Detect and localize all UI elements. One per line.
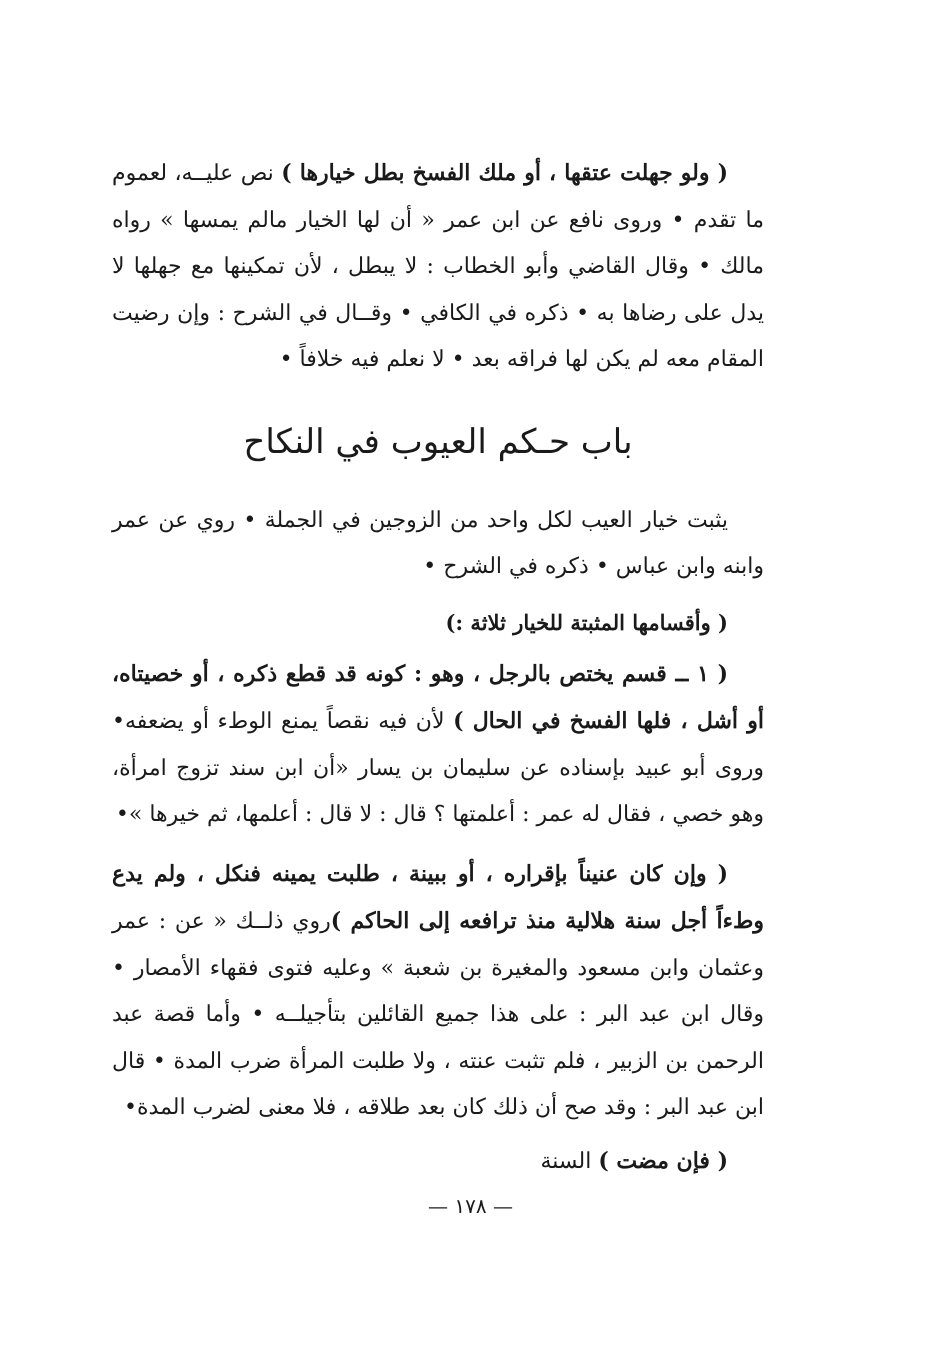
- paragraph-3-text: لأن فيه نقصاً يمنع الوطء أو يضعفه• وروى أبو عبيد بإسناده عن سليمان بن يسار «أن ابن سند تزوج امرأة، وهو خصي ، فقال له عمر : أعلمتها ؟ قال : لا قال : أعلمها، ثم خيرها »•: [112, 709, 764, 827]
- paragraph-4: [112, 851, 764, 1132]
- paragraph-4-text: روي ذلــك « عن : عمر وعثمان وابن مسعود والمغيرة بن شعبة » وعليه فتوى فقهاء الأمصار • وقال ابن عبد البر : على هذا جميع القائلين بتأجيلــه • وأما قصة عبد الرحمن بن الزبير ، فلم تثبت عنته ، ولا طلبت المرأة ضرب المدة • قال ابن عبد البر : وقد صح أن ذلك كان بعد طلاقه ، فلا معنى لضرب المدة•: [112, 909, 764, 1120]
- paragraph-2: يثبت خيار العيب لكل واحد من الزوجين في الجملة • روي عن عمر وابنه وابن عباس • ذكره في الشرح •: [112, 507, 764, 579]
- chapter-title: باب حـكم العيوب في النكاح: [243, 421, 633, 462]
- paragraph-4-bold-lead: ( وإن كان عنيناً بإقراره ، أو ببينة ، طلبت يمينه فنكل ، ولم يدع وطءاً أجل سنة هلالية منذ ترافعه إلى الحاكم ): [112, 860, 764, 934]
- page-number: — ١٧٨ —: [428, 1194, 513, 1218]
- paragraph-5-bold-lead: ( فإن مضت ): [598, 1147, 728, 1174]
- page-body: [112, 150, 764, 1185]
- paragraph-3: [112, 651, 764, 839]
- paragraph-1-bold-lead: ( ولو جهلت عتقها ، أو ملك الفسخ بطل خيارها ): [281, 160, 728, 186]
- paragraph-1: [112, 150, 764, 384]
- section-heading: ( وأقسامها المثبتة للخيار ثلاثة :): [445, 609, 728, 635]
- paragraph-5: [112, 1138, 764, 1186]
- paragraph-5-text: السنة: [540, 1148, 599, 1174]
- paragraph-3-bold-lead: ( ١ ــ قسم يختص بالرجل ، وهو : كونه قد قطع ذكره ، أو خصيتاه، أو أشل ، فلها الفسخ في الحال ): [112, 660, 765, 734]
- paragraph-1-text: نص عليــه، لعموم ما تقدم • وروى نافع عن ابن عمر « أن لها الخيار مالم يمسها » رواه مالك • وقال القاضي وأبو الخطاب : لا يبطل ، لأن تمكينها مع جهلها لا يدل على رضاها به • ذكره في الكافي • وقــال في الشرح : وإن رضيت المقام معه لم يكن لها فراقه بعد • لا نعلم فيه خلافاً •: [112, 161, 764, 372]
